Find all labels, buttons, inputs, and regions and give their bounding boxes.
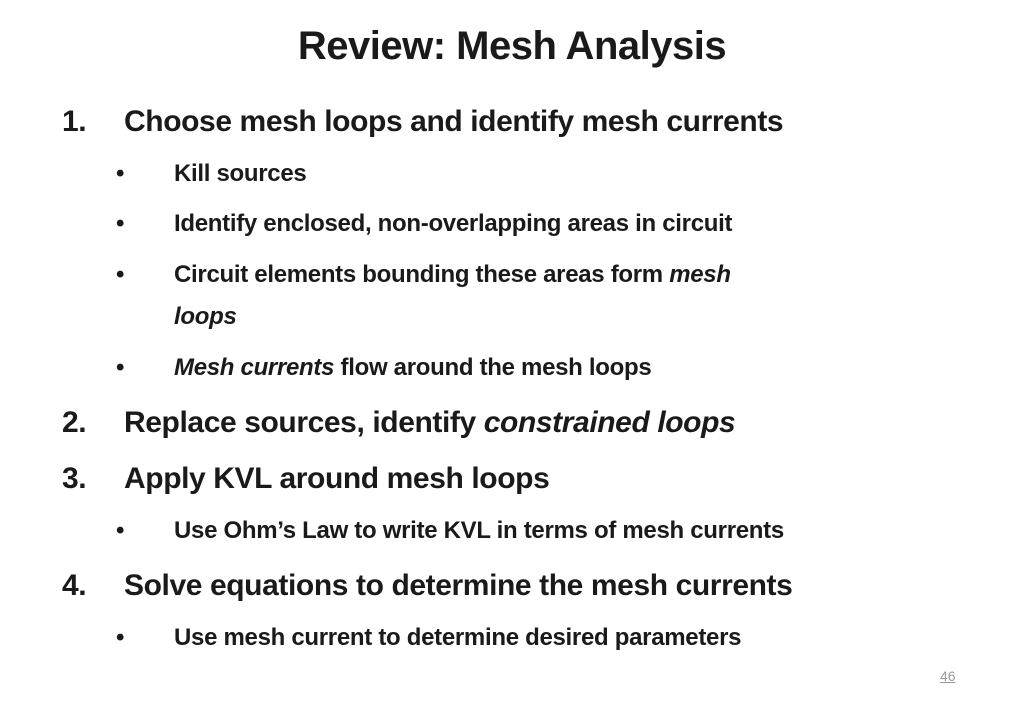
step-1-bullet-3 [116,259,731,291]
step-text: Apply KVL around mesh loops [124,462,550,495]
step-1-bullet-3-continuation: loops [174,303,237,330]
step-1-bullet-2 [116,208,732,240]
step-text: Replace sources, identify [124,406,484,439]
bullet-text: Use mesh current to determine desired parameters [174,624,742,651]
step-2 [62,403,735,443]
step-number: 3. [62,462,87,495]
step-1 [62,102,783,142]
bullet-text: Identify enclosed, non-overlapping areas in circuit [174,210,733,237]
step-1-bullet-1 [116,158,306,190]
bullet-icon: • [116,624,125,651]
bullet-icon: • [116,210,125,237]
bullet-text: Kill sources [174,160,307,187]
bullet-text: Circuit elements bounding these areas form [174,261,670,288]
step-4-bullet-1 [116,622,741,654]
step-text: Solve equations to determine the mesh currents [124,569,793,602]
step-number: 4. [62,569,87,602]
bullet-emphasis: mesh [669,261,731,288]
bullet-icon: • [116,517,125,544]
bullet-emphasis: Mesh currents [174,354,335,381]
step-1-bullet-4 [116,352,651,384]
step-3-bullet-1 [116,515,784,547]
step-text: Choose mesh loops and identify mesh currents [124,105,784,138]
page-number[interactable]: 46 [940,668,956,684]
slide-title: Review: Mesh Analysis [297,24,727,68]
step-3 [62,459,549,499]
bullet-text: flow around the mesh loops [334,354,652,381]
bullet-icon: • [116,354,125,381]
step-number: 1. [62,105,87,138]
step-number: 2. [62,406,87,439]
step-4 [62,566,792,606]
step-emphasis: constrained loops [483,406,736,439]
bullet-icon: • [116,160,125,187]
bullet-text: Use Ohm’s Law to write KVL in terms of mesh currents [174,517,784,544]
bullet-icon: • [116,261,125,288]
